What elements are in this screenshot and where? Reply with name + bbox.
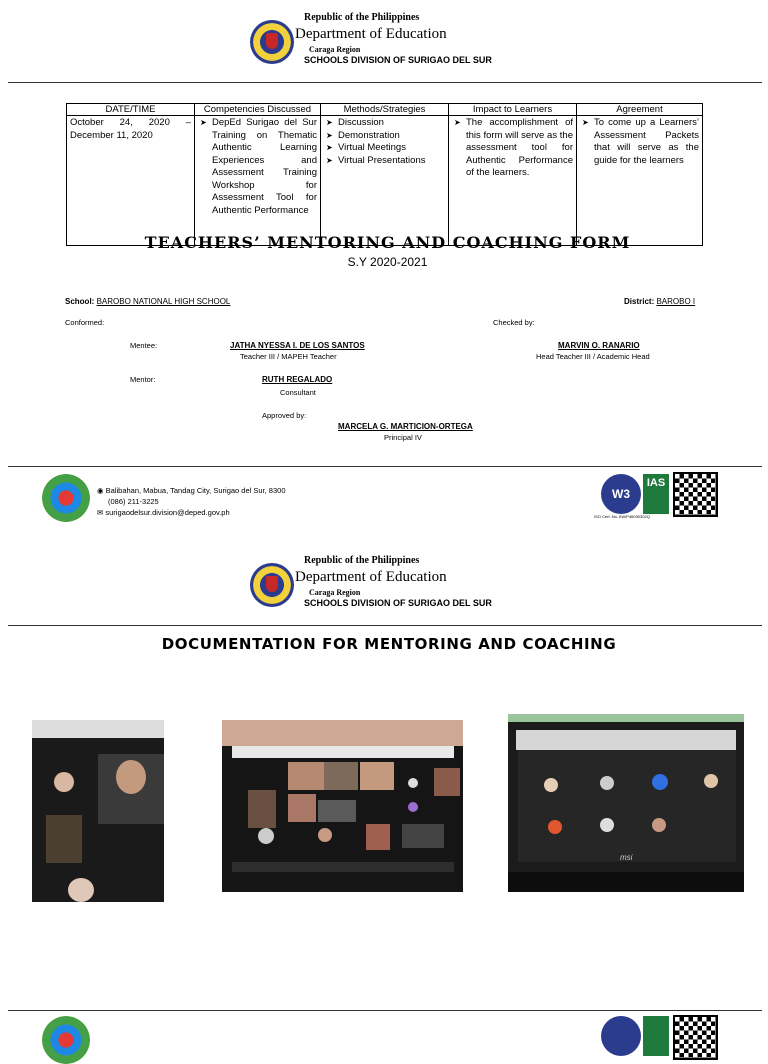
video-tile: [366, 824, 390, 850]
school-year: S.Y 2020-2021: [347, 255, 428, 269]
video-tile: [402, 824, 444, 848]
participant-avatar: [408, 802, 418, 812]
browser-bar: [516, 730, 736, 750]
school-name: BAROBO NATIONAL HIGH SCHOOL: [96, 297, 231, 306]
approver-name: MARCELA G. MARTICION-ORTEGA: [338, 422, 473, 431]
header-divider: [8, 625, 762, 626]
competencies-cell: [195, 116, 321, 246]
list-item: ➤ Discussion: [338, 117, 445, 130]
participant-avatar: [116, 760, 146, 794]
deped-seal-logo: [250, 20, 294, 64]
conformed-label: Conformed:: [65, 318, 105, 327]
video-tile: [318, 800, 356, 822]
list-item: ➤ Demonstration: [338, 130, 445, 143]
form-title: TEACHERS’ MENTORING AND COACHING FORM: [144, 233, 631, 252]
w3-cert-text: W3: [612, 487, 630, 501]
header-divider: [8, 82, 762, 83]
meeting-photo-3: [508, 714, 744, 892]
participant-avatar: [548, 820, 562, 834]
footer-divider: [8, 1010, 762, 1011]
col-header-agreement: Agreement: [577, 104, 703, 116]
col-header-competencies: Competencies Discussed: [195, 104, 321, 116]
email-icon: ✉: [97, 508, 104, 517]
qr-code-icon: [673, 1015, 718, 1060]
methods-cell: [321, 116, 449, 246]
mentoring-table: [66, 103, 703, 246]
participant-avatar: [652, 818, 666, 832]
laptop-brand: msi: [620, 853, 633, 862]
list-item: ➤ DepEd Surigao del Sur Training on Thematic Authentic Learning Experiences and Assessment Training Workshop for Assessment Tool for Authentic Performance: [212, 117, 317, 217]
district-name: BAROBO I: [656, 297, 696, 306]
video-tile: [360, 762, 394, 790]
taskbar: [232, 862, 454, 872]
address-text: Balibahan, Mabua, Tandag City, Surigao del Sur, 8300: [105, 486, 286, 495]
impact-cell: [449, 116, 577, 246]
department-line: Department of Education: [295, 26, 447, 42]
region-line: Caraga Region: [309, 588, 361, 597]
participant-avatar: [54, 772, 74, 792]
division-line: SCHOOLS DIVISION OF SURIGAO DEL SUR: [304, 598, 492, 608]
participant-avatar: [318, 828, 332, 842]
date-cell: October 24, 2020 – December 11, 2020: [67, 116, 195, 246]
department-line: Department of Education: [295, 569, 447, 585]
district-field: [624, 297, 695, 306]
list-item: ➤ Virtual Meetings: [338, 142, 445, 155]
video-grid: [518, 750, 736, 862]
col-header-impact: Impact to Learners: [449, 104, 577, 116]
video-tile: [46, 815, 82, 863]
school-field: [65, 297, 230, 306]
republic-line: Republic of the Philippines: [304, 12, 420, 23]
video-tile: [288, 794, 316, 822]
participant-avatar: [652, 774, 668, 790]
meeting-photo-1: [32, 720, 164, 902]
meeting-photo-2: [222, 720, 463, 892]
footer-email: [97, 508, 230, 517]
school-label: School:: [65, 297, 95, 306]
col-header-date: DATE/TIME: [67, 104, 195, 116]
approver-position: Principal IV: [384, 433, 422, 442]
mentor-label: Mentor:: [130, 375, 156, 384]
col-header-methods: Methods/Strategies: [321, 104, 449, 116]
email-text: surigaodelsur.division@deped.gov.ph: [105, 508, 230, 517]
ias-badge: [643, 474, 669, 514]
mentor-name: RUTH REGALADO: [262, 375, 333, 384]
checker-name: MARVIN O. RANARIO: [558, 341, 640, 350]
participant-avatar: [600, 818, 614, 832]
ias-text: IAS: [646, 477, 666, 489]
division-logo: [42, 474, 90, 522]
w3-cert-logo: [601, 474, 641, 514]
participant-avatar: [258, 828, 274, 844]
participant-avatar: [704, 774, 718, 788]
video-tile: [248, 790, 276, 828]
participant-avatar: [600, 776, 614, 790]
division-line: SCHOOLS DIVISION OF SURIGAO DEL SUR: [304, 55, 492, 65]
republic-line: Republic of the Philippines: [304, 555, 420, 566]
deped-seal-logo: [250, 563, 294, 607]
footer-address: [97, 486, 286, 495]
video-tile: [288, 762, 324, 790]
mentee-position: Teacher III / MAPEH Teacher: [240, 352, 337, 361]
video-tile: [324, 762, 358, 790]
participant-avatar: [544, 778, 558, 792]
participant-avatar: [408, 778, 418, 788]
district-label: District:: [624, 297, 655, 306]
mentee-label: Mentee:: [130, 341, 158, 350]
documentation-title: DOCUMENTATION FOR MENTORING AND COACHING: [161, 635, 617, 653]
region-line: Caraga Region: [309, 45, 361, 54]
footer-phone: (086) 211-3225: [108, 497, 159, 506]
laptop-base: [508, 872, 744, 892]
w3-cert-logo: [601, 1016, 641, 1056]
screen-bezel-top: [508, 714, 744, 722]
agreement-cell: [577, 116, 703, 246]
iso-cert-no: ISO Cert. No. IIW/P46030302Q: [594, 514, 650, 519]
approved-by-label: Approved by:: [262, 411, 307, 420]
qr-code-icon: [673, 472, 718, 517]
video-tile: [434, 768, 460, 796]
division-logo: [42, 1016, 90, 1064]
mentee-name: JATHA NYESSA I. DE LOS SANTOS: [230, 341, 365, 350]
window-top: [222, 720, 463, 746]
browser-bar: [232, 746, 454, 758]
footer-divider: [8, 466, 762, 467]
location-icon: ◉: [97, 486, 104, 495]
ias-badge: [643, 1016, 669, 1056]
participant-avatar: [68, 878, 94, 902]
list-item: ➤ The accomplishment of this form will serve as the assessment tool for Authentic Performance of the learners.: [466, 117, 573, 180]
checker-position: Head Teacher III / Academic Head: [536, 352, 650, 361]
list-item: ➤ To come up a Learners’ Assessment Packets that will serve as the guide for the learners: [594, 117, 699, 167]
mentor-position: Consultant: [280, 388, 316, 397]
browser-bar: [32, 720, 164, 738]
checked-by-label: Checked by:: [493, 318, 535, 327]
list-item: ➤ Virtual Presentations: [338, 155, 445, 168]
